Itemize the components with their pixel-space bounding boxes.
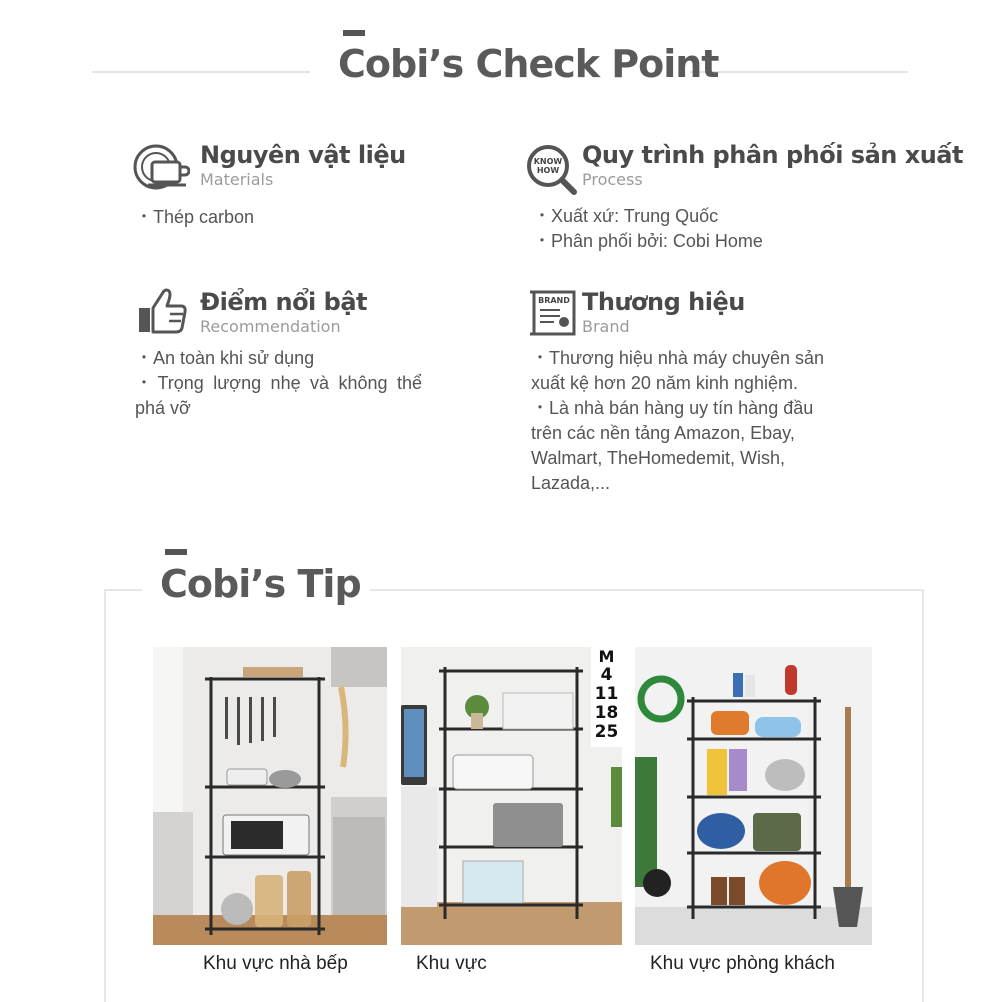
thumbs-up-icon [134,284,192,342]
calendar-label: 11 [594,684,619,704]
kitchen-shelf-photo [153,647,387,945]
recommend-body [135,346,422,421]
caption-kitchen: Khu vực nhà bếp [203,953,348,974]
svg-text:HOW: HOW [536,166,560,175]
process-body [533,204,763,254]
tip-accent-bar [165,549,187,555]
tip-title: Cobi’s Tip [160,562,361,606]
recommend-line: ・An toàn khi sử dụng [135,348,315,368]
calendar-label: 18 [594,703,619,723]
calendar-label: M [598,647,615,666]
brand-body [531,346,834,496]
process-subtitle: Process [582,170,643,189]
brand-line: ・Là nhà bán hàng uy tín hàng đầu trên các nền tảng Amazon, Ebay, Walmart, TheHomedemit, Wish, Lazada,... [531,398,814,493]
caption-office: Khu vực [416,953,487,974]
materials-subtitle: Materials [200,170,274,189]
brand-subtitle: Brand [582,317,630,336]
title-accent-bar [343,30,365,36]
calendar-label: 4 [600,665,613,685]
know-how-magnifier-icon [524,140,582,198]
title-rule-right [690,71,908,73]
materials-line: ・Thép carbon [135,207,255,227]
process-title: Quy trình phân phối sản xuất [582,141,963,169]
checkpoint-title: Cobi’s Check Point [338,42,719,86]
garage-shelf-photo [635,647,872,945]
svg-text:BRAND: BRAND [538,296,570,305]
caption-garage: Khu vực phòng khách [650,953,835,974]
recommend-subtitle: Recommendation [200,317,341,336]
plate-cup-icon [132,140,190,198]
calendar-sign [591,647,622,742]
process-line: ・Xuất xứ: Trung Quốc [533,206,719,226]
title-rule-left [92,71,310,73]
recommend-line: ・Trọng lượng nhẹ và không thể phá vỡ [135,373,422,418]
calendar-label: 25 [594,722,619,742]
office-shelf-photo [401,647,622,945]
recommend-title: Điểm nổi bật [200,288,367,316]
brand-line: ・Thương hiệu nhà máy chuyên sản xuất kệ hơn 20 năm kinh nghiệm. [531,348,825,393]
process-line: ・Phân phối bởi: Cobi Home [533,231,763,251]
materials-body [135,205,254,230]
brand-title: Thương hiệu [582,288,745,316]
materials-title: Nguyên vật liệu [200,141,406,169]
brand-certificate-icon [528,286,586,344]
svg-text:KNOW: KNOW [533,157,563,166]
